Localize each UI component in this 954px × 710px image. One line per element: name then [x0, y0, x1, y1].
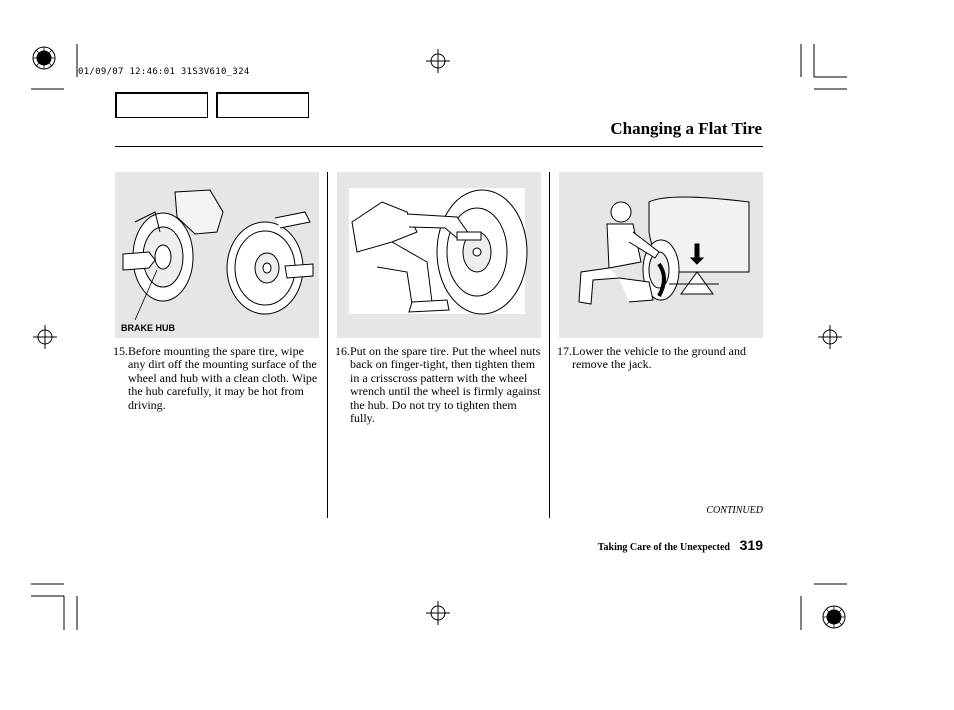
starburst-mark-top-left — [33, 47, 55, 69]
print-info: 01/09/07 12:46:01 31S3V610_324 — [78, 67, 250, 77]
figure-lower-vehicle — [559, 172, 763, 338]
step-number: 17. — [557, 344, 572, 358]
step-16 — [335, 345, 541, 425]
step-number: 15. — [113, 344, 128, 358]
nav-tab-1[interactable] — [115, 92, 208, 118]
header-rule — [115, 146, 763, 147]
column-divider-2 — [549, 172, 550, 518]
brake-hub-label: BRAKE HUB — [121, 323, 175, 333]
registration-mark-right — [818, 325, 842, 349]
page-number: 319 — [739, 537, 763, 553]
page-title: Changing a Flat Tire — [610, 119, 762, 138]
step-17 — [557, 345, 763, 372]
step-text: Lower the vehicle to the ground and remove the jack. — [572, 344, 746, 372]
nav-tab-2[interactable] — [216, 92, 309, 118]
registration-mark-top — [426, 49, 450, 73]
figure-brake-hub — [115, 172, 319, 338]
step-text: Before mounting the spare tire, wipe any dirt off the mounting surface of the wheel and hub with a clean cloth. Wipe the hub carefully, it may be hot from driving. — [128, 344, 318, 412]
lower-vehicle-illustration — [559, 172, 763, 338]
tighten-nuts-illustration — [337, 172, 541, 338]
footer-section-title: Taking Care of the Unexpected — [597, 542, 730, 553]
registration-mark-left — [33, 325, 57, 349]
step-number: 16. — [335, 344, 350, 358]
figure-tighten-nuts — [337, 172, 541, 338]
starburst-mark-bottom-right — [823, 606, 845, 628]
step-15 — [113, 345, 319, 412]
brake-hub-illustration — [115, 172, 319, 338]
column-divider-1 — [327, 172, 328, 518]
continued-label: CONTINUED — [706, 505, 763, 516]
step-text: Put on the spare tire. Put the wheel nuts back on finger-tight, then tighten them in a crisscross pattern with the wheel wrench until the wheel is firmly against the hub. Do not try to tighten them fully. — [350, 344, 541, 426]
registration-mark-bottom — [426, 601, 450, 625]
